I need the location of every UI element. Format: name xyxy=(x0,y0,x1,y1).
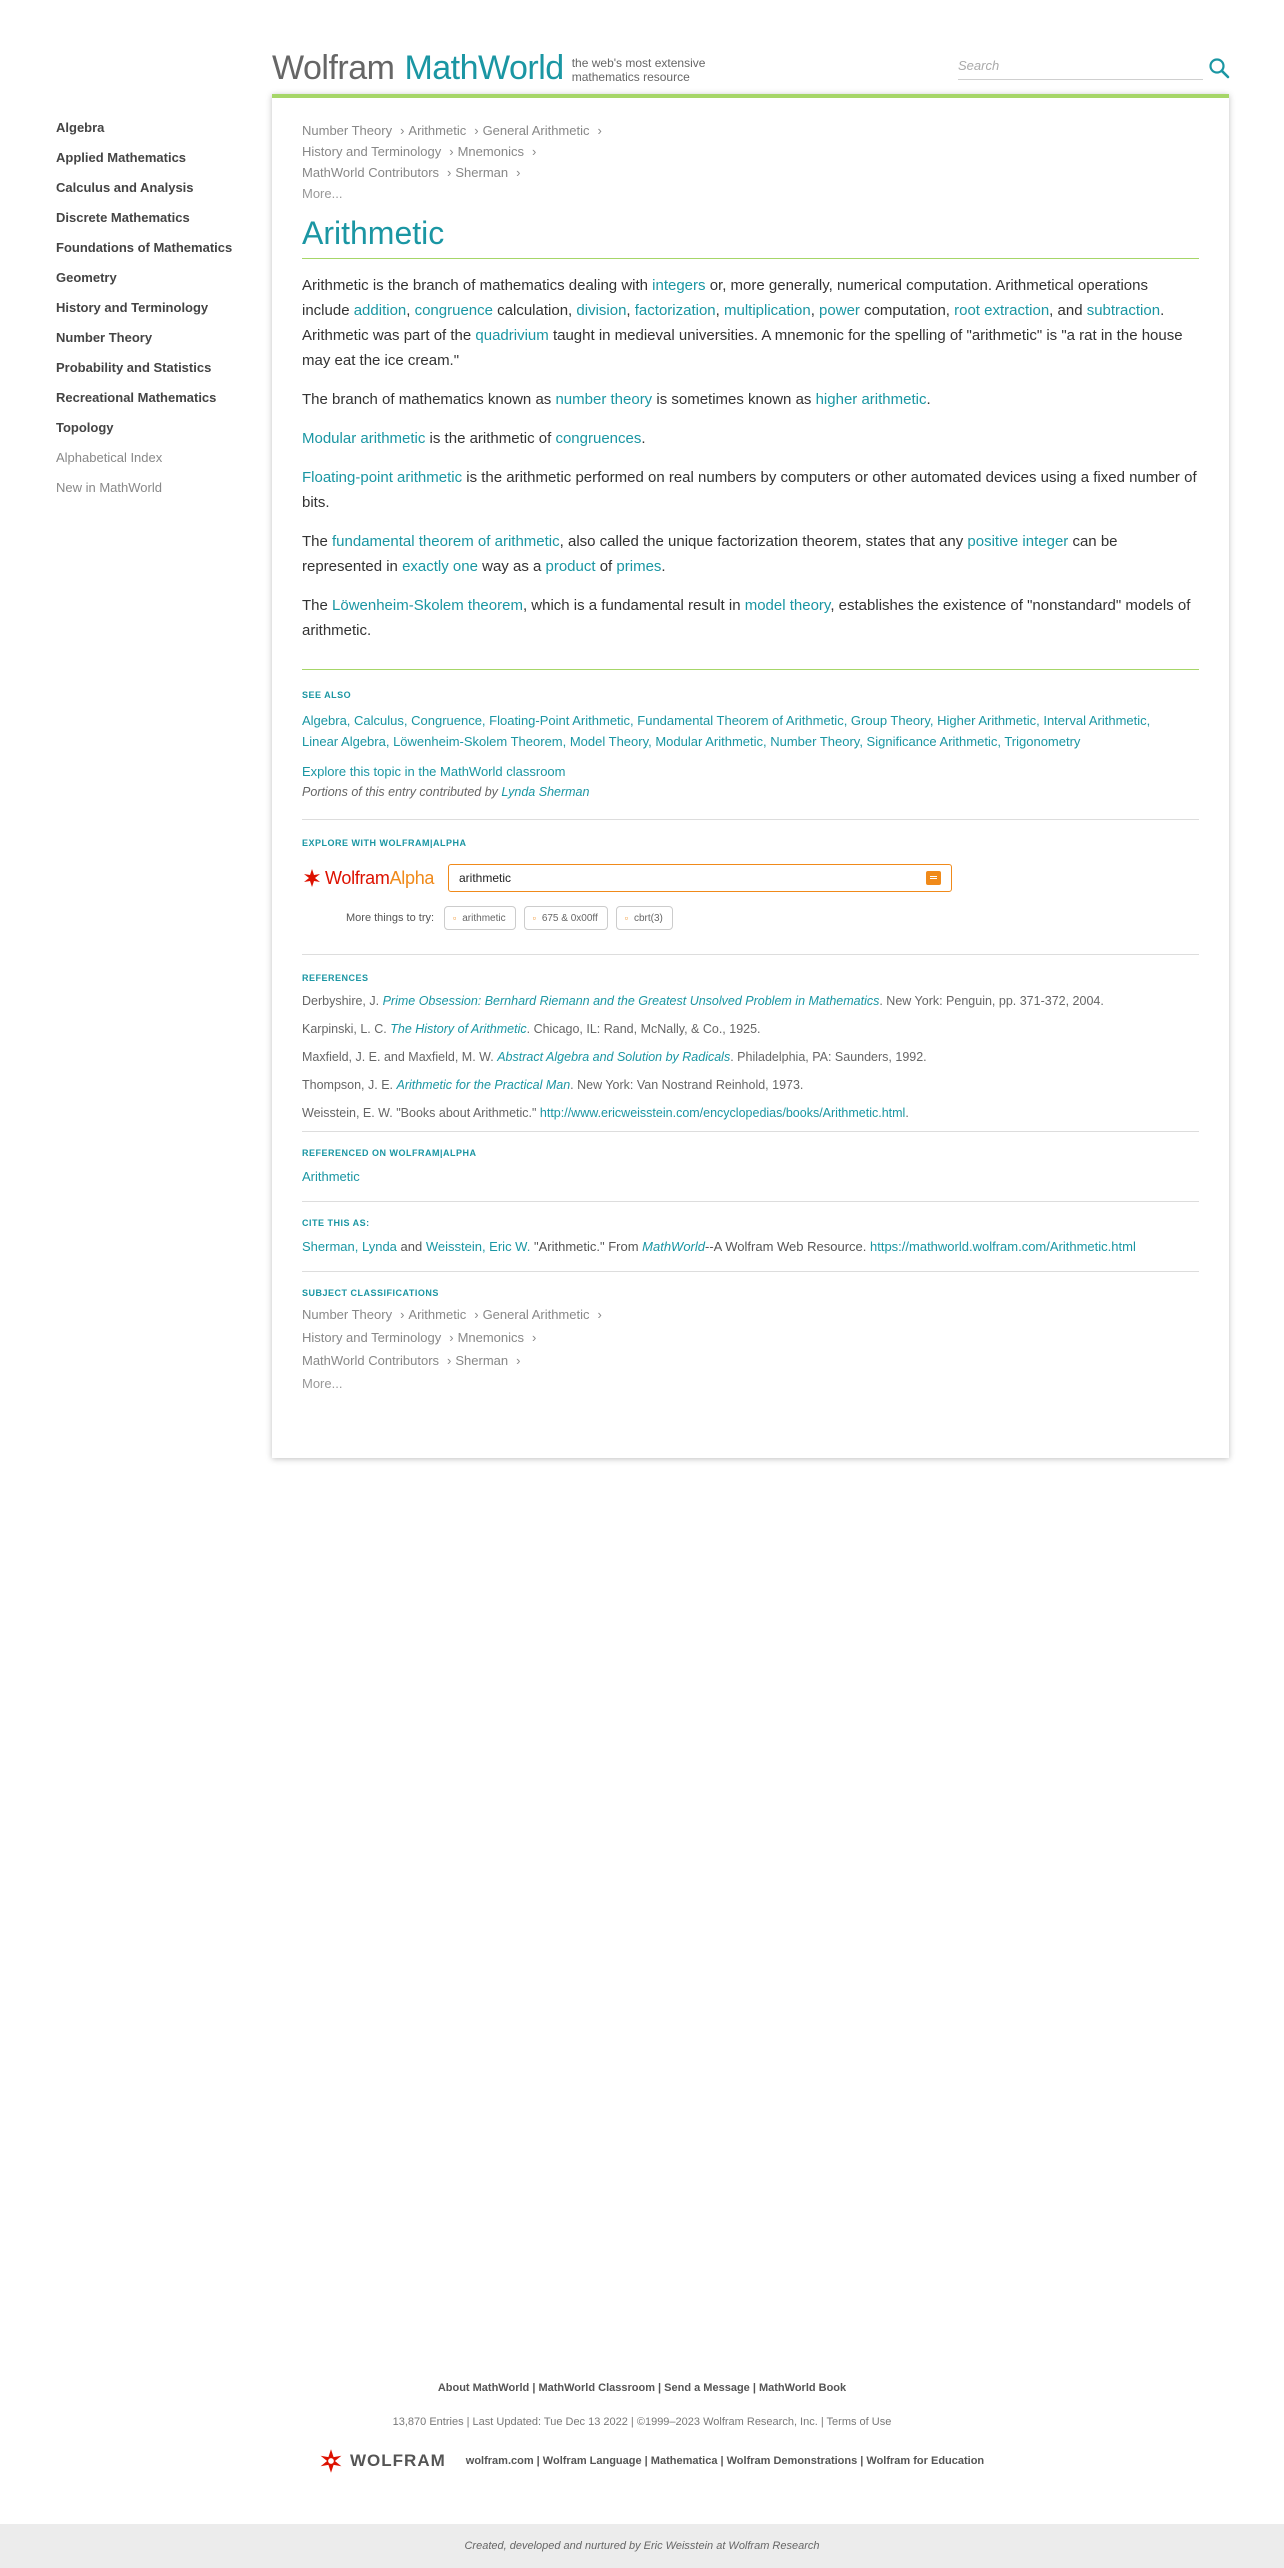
sidebar-item-foundations-of-mathematics[interactable]: Foundations of Mathematics xyxy=(56,240,233,255)
breadcrumb-link[interactable]: History and Terminology xyxy=(302,1330,442,1345)
breadcrumb-link[interactable]: Number Theory xyxy=(302,1307,393,1322)
wolfram-alpha-section xyxy=(302,838,1199,930)
classifications-title: SUBJECT CLASSIFICATIONS xyxy=(302,1288,439,1298)
contribution-text: Portions of this entry contributed by xyxy=(302,785,502,799)
logo-mathworld-text: MathWorld xyxy=(404,49,564,87)
reference-title: Abstract Algebra and Solution by Radicals xyxy=(497,1050,731,1064)
breadcrumb-link[interactable]: Mnemonics xyxy=(457,144,525,159)
mathworld-logo[interactable] xyxy=(272,46,712,86)
breadcrumb-row xyxy=(302,120,1199,141)
paragraph-text: . Arithmetic was part of the xyxy=(302,302,1165,344)
wolfram-alpha-search-row xyxy=(302,864,1199,892)
breadcrumb-link[interactable]: Mnemonics xyxy=(457,1330,525,1345)
paragraph-text: , which is a fundamental result in xyxy=(522,597,745,614)
reference-publisher: . Philadelphia, PA: Saunders, 1992. xyxy=(730,1050,927,1064)
try-chip[interactable]: ▫ cbrt(3) xyxy=(616,906,673,930)
article-paragraph xyxy=(302,465,1199,515)
paragraph-text: calculation, xyxy=(493,302,577,319)
paragraph-text: . xyxy=(661,558,666,575)
link-addition[interactable]: addition xyxy=(353,302,407,319)
breadcrumb-separator: › xyxy=(400,1307,405,1322)
reference-author: Derbyshire, J. xyxy=(302,994,383,1008)
breadcrumb-separator: › xyxy=(532,144,537,159)
breadcrumb-separator: › xyxy=(447,1353,452,1368)
more-things-to-try xyxy=(346,906,1199,930)
referenced-on-link[interactable]: Arithmetic xyxy=(302,1169,360,1184)
sidebar-item-history-and-terminology[interactable]: History and Terminology xyxy=(56,300,209,315)
article-paragraph xyxy=(302,529,1199,579)
alpha-logo-part: Alpha xyxy=(389,867,435,888)
breadcrumb-separator: › xyxy=(516,1353,521,1368)
article-paragraph xyxy=(302,387,1199,412)
sidebar-item-probability-and-statistics[interactable]: Probability and Statistics xyxy=(56,360,212,375)
breadcrumb-separator: › xyxy=(474,123,479,138)
wolfram-logo-part: Wolfram xyxy=(325,867,390,888)
try-label: More things to try: xyxy=(346,912,435,924)
see-also-links-line[interactable]: Linear Algebra, Löwenheim-Skolem Theorem, Model Theory, Modular Arithmetic, Number Theory, Significance Arithmetic, Trigonometry xyxy=(302,734,1081,749)
paragraph-text: is sometimes known as xyxy=(652,391,816,408)
references-title: REFERENCES xyxy=(302,973,369,983)
paragraph-text: can be represented in xyxy=(302,533,1118,575)
breadcrumb-separator: › xyxy=(400,123,405,138)
paragraph-text: of xyxy=(595,558,617,575)
sidebar-item-algebra[interactable]: Algebra xyxy=(56,120,105,135)
paragraph-text: or, more generally, numerical computation. Arithmetical operations include xyxy=(302,277,1148,319)
paragraph-text: , xyxy=(810,302,820,319)
wolfram-alpha-submit-button[interactable] xyxy=(926,871,941,885)
link-modular-arithmetic[interactable]: Modular arithmetic xyxy=(302,430,426,447)
section-divider xyxy=(302,669,1199,670)
breadcrumb-separator: › xyxy=(516,165,521,180)
classroom-link[interactable]: Explore this topic in the MathWorld classroom xyxy=(302,764,566,779)
see-also-section xyxy=(302,690,1199,803)
paragraph-text: , xyxy=(715,302,724,319)
breadcrumb-link[interactable]: Sherman xyxy=(455,165,509,180)
link-integers[interactable]: integers xyxy=(652,277,706,294)
sidebar-item-geometry[interactable]: Geometry xyxy=(56,270,117,285)
breadcrumb xyxy=(302,120,1199,204)
logo-wolfram-text: Wolfram xyxy=(272,49,395,87)
section-divider xyxy=(302,1131,1199,1132)
reference-author: Maxfield, J. E. and Maxfield, M. W. xyxy=(302,1050,498,1064)
reference-item xyxy=(302,1047,1199,1067)
sidebar-item-new-in-mathworld[interactable]: New in MathWorld xyxy=(56,480,162,495)
sidebar-nav xyxy=(56,118,256,508)
try-chip[interactable]: ▫ arithmetic xyxy=(444,906,516,930)
reference-publisher: . New York: Van Nostrand Reinhold, 1973. xyxy=(570,1078,804,1092)
paragraph-text: is the arithmetic performed on real numbers by computers or other automated devices using a fixed number of bits. xyxy=(302,469,1197,511)
link-model-theory[interactable]: model theory xyxy=(744,597,831,614)
cite-author-link[interactable]: Sherman, Lynda xyxy=(302,1239,397,1254)
breadcrumb-row xyxy=(302,162,1199,183)
sidebar-item-topology[interactable]: Topology xyxy=(56,420,114,435)
reference-author: Karpinski, L. C. xyxy=(302,1022,391,1036)
paragraph-text: Arithmetic is the branch of mathematics dealing with xyxy=(302,277,653,294)
reference-title: Prime Obsession: Bernhard Riemann and the Greatest Unsolved Problem in Mathematics xyxy=(382,994,880,1008)
paragraph-text: , xyxy=(626,302,635,319)
paragraph-text: . xyxy=(641,430,646,447)
sidebar-item-recreational-mathematics[interactable]: Recreational Mathematics xyxy=(56,390,217,405)
cite-text: and xyxy=(396,1239,426,1254)
section-divider xyxy=(302,954,1199,955)
breadcrumb-link[interactable]: Arithmetic xyxy=(408,1307,467,1322)
sidebar-item-applied-mathematics[interactable]: Applied Mathematics xyxy=(56,150,187,165)
link-quadrivium[interactable]: quadrivium xyxy=(475,327,549,344)
article-card xyxy=(272,94,1229,1458)
link-positive-integer[interactable]: positive integer xyxy=(967,533,1069,550)
breadcrumb-link[interactable]: MathWorld Contributors xyxy=(302,165,440,180)
paragraph-text: is the arithmetic of xyxy=(425,430,556,447)
classifications-section xyxy=(302,1288,1199,1396)
paragraph-text: , xyxy=(406,302,415,319)
footer-wolfram-logo[interactable]: WOLFRAM xyxy=(350,2451,446,2470)
cite-title: CITE THIS AS: xyxy=(302,1218,370,1228)
link-power[interactable]: power xyxy=(819,302,860,319)
paragraph-text: The xyxy=(302,597,333,614)
footer-wolfram-bar xyxy=(318,2448,984,2474)
breadcrumb-separator: › xyxy=(449,1330,454,1345)
breadcrumb-link[interactable]: Sherman xyxy=(455,1353,509,1368)
breadcrumb-link[interactable]: MathWorld Contributors xyxy=(302,1353,440,1368)
sidebar-item-discrete-mathematics[interactable]: Discrete Mathematics xyxy=(56,210,190,225)
reference-url-link[interactable]: http://www.ericweisstein.com/encyclopedias/books/Arithmetic.html xyxy=(539,1106,906,1120)
paragraph-text: , also called the unique factorization theorem, states that any xyxy=(559,533,968,550)
breadcrumb-separator: › xyxy=(474,1307,479,1322)
section-divider xyxy=(302,1271,1199,1272)
link-congruence[interactable]: congruence xyxy=(414,302,493,319)
reference-title: Arithmetic for the Practical Man xyxy=(396,1078,571,1092)
link-fundamental-theorem[interactable]: fundamental theorem of arithmetic xyxy=(332,533,560,550)
article-paragraph xyxy=(302,593,1199,643)
breadcrumb-link[interactable]: General Arithmetic xyxy=(482,1307,590,1322)
breadcrumb-row xyxy=(302,1327,1199,1350)
link-congruences[interactable]: congruences xyxy=(555,430,642,447)
footer-meta: 13,870 Entries | Last Updated: Tue Dec 13 2022 | ©1999–2023 Wolfram Research, Inc. | Terms of Use xyxy=(392,2416,892,2428)
breadcrumb-row xyxy=(302,1350,1199,1373)
search-input[interactable] xyxy=(958,54,1203,80)
references-list xyxy=(302,991,1199,1123)
link-subtraction[interactable]: subtraction xyxy=(1086,302,1161,319)
breadcrumb-more-link[interactable]: More... xyxy=(302,186,343,201)
wolfram-alpha-input-value: arithmetic xyxy=(459,871,512,885)
cite-url-link[interactable]: https://mathworld.wolfram.com/Arithmetic.html xyxy=(869,1239,1136,1254)
breadcrumb-link[interactable]: Number Theory xyxy=(302,123,393,138)
search-button[interactable] xyxy=(1208,57,1230,79)
referenced-on-title: REFERENCED ON WOLFRAM|ALPHA xyxy=(302,1148,477,1158)
try-chip[interactable]: ▫ 675 & 0x00ff xyxy=(524,906,608,930)
paragraph-text: The branch of mathematics known as xyxy=(302,391,556,408)
reference-item xyxy=(302,1103,1199,1123)
paragraph-text: . xyxy=(926,391,931,408)
footer-links[interactable]: About MathWorld | MathWorld Classroom | Send a Message | MathWorld Book xyxy=(437,2382,847,2394)
wolfram-alpha-input[interactable] xyxy=(448,864,952,892)
contribution-note xyxy=(302,782,1199,803)
reference-author: Thompson, J. E. xyxy=(302,1078,397,1092)
cite-section xyxy=(302,1218,1199,1257)
link-floating-point-arithmetic[interactable]: Floating-point arithmetic xyxy=(302,469,463,486)
breadcrumb-separator: › xyxy=(449,144,454,159)
wolfram-spikey-icon xyxy=(302,868,322,888)
link-factorization[interactable]: factorization xyxy=(634,302,716,319)
paragraph-text: computation, xyxy=(859,302,955,319)
section-divider xyxy=(302,819,1199,820)
breadcrumb-row xyxy=(302,1304,1199,1327)
paragraph-text: , and xyxy=(1049,302,1087,319)
footer-wolfram-links[interactable]: wolfram.com | Wolfram Language | Mathematica | Wolfram Demonstrations | Wolfram for Education xyxy=(465,2455,985,2467)
citation-text xyxy=(302,1236,1199,1257)
paragraph-text: taught in medieval universities. A mnemonic for the spelling of "arithmetic" is "a rat in the house may eat the ice cream." xyxy=(302,327,1183,369)
article-paragraph xyxy=(302,426,1199,451)
reference-title: The History of Arithmetic xyxy=(390,1022,527,1036)
wolfram-alpha-logo[interactable] xyxy=(302,868,448,889)
sidebar-item-calculus-and-analysis[interactable]: Calculus and Analysis xyxy=(56,180,194,195)
references-section xyxy=(302,973,1199,1123)
cite-author-link[interactable]: Weisstein, Eric W. xyxy=(425,1239,531,1254)
link-division[interactable]: division xyxy=(576,302,627,319)
wolfram-alpha-logo-text xyxy=(325,868,434,889)
breadcrumb-link[interactable]: General Arithmetic xyxy=(482,123,590,138)
reference-end: . xyxy=(905,1106,909,1120)
link-multiplication[interactable]: multiplication xyxy=(723,302,811,319)
link-root-extraction[interactable]: root extraction xyxy=(954,302,1050,319)
see-also-links-line[interactable]: Algebra, Calculus, Congruence, Floating-Point Arithmetic, Fundamental Theorem of Arithmetic, Group Theory, Higher Arithmetic, Interval Arithmetic, xyxy=(302,713,1151,728)
paragraph-text: way as a xyxy=(477,558,546,575)
cite-text: "Arithmetic." From xyxy=(530,1239,643,1254)
reference-item xyxy=(302,991,1199,1011)
paragraph-text: The xyxy=(302,533,333,550)
footer-credit: Created, developed and nurtured by Eric Weisstein at Wolfram Research xyxy=(0,2524,1284,2568)
article-paragraph xyxy=(302,273,1199,373)
breadcrumb-link[interactable]: Arithmetic xyxy=(408,123,467,138)
link-number-theory[interactable]: number theory xyxy=(555,391,653,408)
breadcrumb-separator: › xyxy=(532,1330,537,1345)
see-also-title: SEE ALSO xyxy=(302,690,352,700)
breadcrumb-row xyxy=(302,141,1199,162)
logo-tagline: the web's most extensive mathematics resource xyxy=(571,56,706,84)
referenced-on-section xyxy=(302,1148,1199,1187)
reference-publisher: . New York: Penguin, pp. 371-372, 2004. xyxy=(879,994,1104,1008)
link-higher-arithmetic[interactable]: higher arithmetic xyxy=(815,391,927,408)
wolfram-alpha-title: EXPLORE WITH WOLFRAM|ALPHA xyxy=(302,838,467,848)
link-product[interactable]: product xyxy=(545,558,596,575)
sidebar-item-alphabetical-index[interactable]: Alphabetical Index xyxy=(56,450,163,465)
section-divider xyxy=(302,1201,1199,1202)
link-primes[interactable]: primes xyxy=(616,558,662,575)
reference-item xyxy=(302,1075,1199,1095)
contributor-link[interactable]: Lynda Sherman xyxy=(501,785,590,799)
classification-more-link[interactable]: More... xyxy=(302,1376,343,1391)
link-lowenheim-skolem[interactable]: Löwenheim-Skolem theorem xyxy=(332,597,523,614)
link-exactly-one[interactable]: exactly one xyxy=(402,558,478,575)
see-also-links xyxy=(302,710,1199,752)
breadcrumb-separator: › xyxy=(597,123,602,138)
search-icon xyxy=(1208,57,1230,79)
paragraph-text: , establishes the existence of "nonstandard" models of arithmetic. xyxy=(302,597,1191,639)
breadcrumb-separator: › xyxy=(597,1307,602,1322)
wolfram-spikey-icon xyxy=(318,2448,344,2474)
reference-publisher: . Chicago, IL: Rand, McNally, & Co., 1925. xyxy=(526,1022,761,1036)
reference-item xyxy=(302,1019,1199,1039)
page-title: Arithmetic xyxy=(302,212,1199,259)
reference-author: Weisstein, E. W. "Books about Arithmetic." xyxy=(302,1106,540,1120)
cite-source[interactable]: MathWorld xyxy=(642,1239,706,1254)
classification-breadcrumb xyxy=(302,1304,1199,1396)
sidebar-item-number-theory[interactable]: Number Theory xyxy=(56,330,153,345)
cite-text: --A Wolfram Web Resource. xyxy=(705,1239,870,1254)
breadcrumb-link[interactable]: History and Terminology xyxy=(302,144,442,159)
breadcrumb-separator: › xyxy=(447,165,452,180)
article-content xyxy=(302,120,1199,1396)
search-placeholder: Search xyxy=(958,58,1000,73)
